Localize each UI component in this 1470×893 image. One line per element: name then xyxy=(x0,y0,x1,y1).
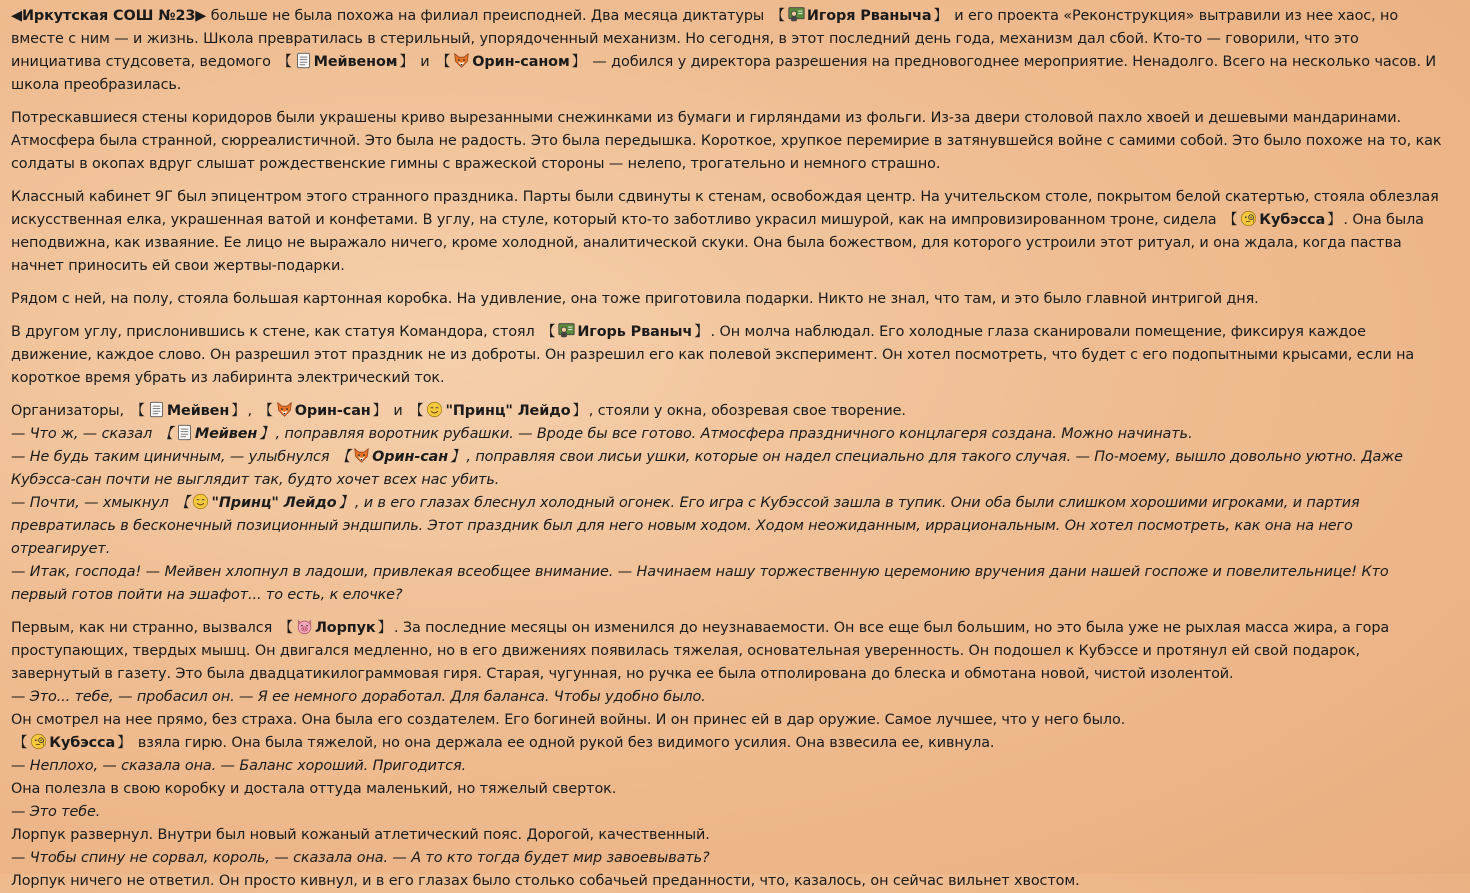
character-name: Орин-сан xyxy=(294,403,371,419)
text-span: — Не будь таким циничным, — улыбнулся xyxy=(11,449,334,465)
character-tag-orin[interactable]: 【 Орин-сан 】 xyxy=(335,449,465,465)
nav-right-arrow[interactable]: ▶ xyxy=(195,8,207,24)
character-name: "Принц" Лейдо xyxy=(211,495,337,511)
character-tag-orin[interactable]: 【 Орин-сан 】 xyxy=(258,403,387,419)
school-location[interactable] xyxy=(11,8,206,24)
text-span: — Что ж, — сказал xyxy=(11,426,157,442)
school-name: Иркутская СОШ №23 xyxy=(21,8,196,24)
narration-line: Лорпук развернул. Внутри был новый кожаный атлетический пояс. Дорогой, качественный. xyxy=(11,827,710,843)
fox-face-icon xyxy=(353,447,370,464)
text-span: и xyxy=(415,54,434,70)
nav-left-arrow[interactable]: ◀ xyxy=(11,8,22,24)
text-span: и его проекта «Реконструкция» вытравили из нее хаос, но вместе с ним — и жизнь. Школа превратилась в стерильный, упорядоченный механизм. Но сегодня, в этот последний день года, механизм дал сбой. Кто-то — говорили, что это инициатива студсовета, ведомого xyxy=(11,8,1399,70)
text-span: больше не была похожа на филиал преисподней. Два месяца диктатуры xyxy=(206,8,769,24)
block-gifts xyxy=(11,617,1448,893)
pig-face-icon xyxy=(296,618,313,635)
dialogue-line: — Чтобы спину не сорвал, король, — сказала она. — А то кто тогда будет мир завоевывать? xyxy=(11,850,710,866)
dialogue-line: — Это... тебе, — пробасил он. — Я ее немного доработал. Для баланса. Чтобы удобно было. xyxy=(11,689,706,705)
character-name: Кубэсса xyxy=(49,735,116,751)
character-tag-leido[interactable]: 【 "Принц" Лейдо 】 xyxy=(175,495,353,511)
notepad-icon xyxy=(176,424,193,441)
character-tag-meiven[interactable]: 【 Мейвен 】 xyxy=(158,426,274,442)
character-tag-lorpuk[interactable]: 【 Лорпук 】 xyxy=(278,620,392,636)
narration-line: Она полезла в свою коробку и достала оттуда маленький, но тяжелый сверток. xyxy=(11,781,617,797)
smiling-face-icon xyxy=(426,401,443,418)
narration-line xyxy=(11,732,1448,755)
character-tag-meiven[interactable]: 【 Мейвен 】 xyxy=(130,403,246,419)
text-span: , поправляя свои лисьи ушки, которые он надел специально для такого случая. — По-моему, вышло довольно уютно. Даже Кубэсса-сан почти не выглядит так, будто хочет всех нас убить. xyxy=(11,449,1403,488)
text-span: и xyxy=(388,403,408,419)
paragraph-intro xyxy=(11,5,1448,97)
teacher-board-icon xyxy=(558,322,575,339)
character-name: "Принц" Лейдо xyxy=(445,403,571,419)
text-span: — добился у директора разрешения на предновогоднее мероприятие. Ненадолго. Всего на несколько часов. И школа преобразилась. xyxy=(11,54,1437,93)
paragraph-box: Рядом с ней, на полу, стояла большая картонная коробка. На удивление, она тоже приготовила подарки. Никто не знал, что там, и это было главной интригой дня. xyxy=(11,291,1259,307)
narration-line: Он смотрел на нее прямо, без страха. Она была его создателем. Его богиней войны. И он принес ей в дар оружие. Самое лучшее, что у него было. xyxy=(11,712,1126,728)
text-span: Классный кабинет 9Г был эпицентром этого странного праздника. Парты были сдвинуты к стенам, освобождая центр. На учительском столе, покрытом белой скатертью, стояла облезлая искусственная елка, украшенная ватой и конфетами. В углу, на стуле, который кто-то заботливо украсил мишурой, как на импровизированном троне, сидела xyxy=(11,189,1439,228)
notepad-icon xyxy=(295,52,312,69)
character-name: Лорпук xyxy=(314,620,376,636)
character-name: Орин-сан xyxy=(372,449,449,465)
text-span: . За последние месяцы он изменился до неузнаваемости. Он все еще был большим, но это была уже не рыхлая масса жира, а гора проступающих, твердых мышц. Он двигался медленно, но в его движениях появилась тяжелая, основательная уверенность. Он подошел к Кубэссе и протянул ей свой подарок, завернутый в газету. Это была двадцатикилограммовая гиря. Старая, чугунная, но ручка ее была отполирована до блеска и обмотана новой, чистой изолентой. xyxy=(11,620,1390,682)
character-name: Игоря Рваныча xyxy=(806,8,932,24)
character-tag-leido[interactable]: 【 "Принц" Лейдо 】 xyxy=(409,403,587,419)
dialogue-line xyxy=(11,423,1448,446)
text-span: — Почти, — хмыкнул xyxy=(11,495,174,511)
paragraph-decorations: Потрескавшиеся стены коридоров были украшены криво вырезанными снежинками из бумаги и гирляндами из фольги. Из-за двери столовой пахло хвоей и дешевыми мандаринами. Атмосфера была странной, сюрреалистичной. Это была не радость. Это была передышка. Короткое, хрупкое перемирие в затянувшейся войне с самими собой. Это было похоже на то, как солдаты в окопах вдруг слышат рождественские гимны с вражеской стороны — нелепо, трогательно и немного страшно. xyxy=(11,110,1442,172)
text-span: . Она была неподвижна, как изваяние. Ее лицо не выражало ничего, кроме холодной, аналитической скуки. Она была божеством, для которого устроили этот ритуал, и она ждала, когда паства начнет приносить ей свои жертвы-подарки. xyxy=(11,212,1424,274)
text-span: Организаторы, xyxy=(11,403,129,419)
character-tag-kubessa[interactable]: 【 Кубэсса 】 xyxy=(13,735,132,751)
character-name: Кубэсса xyxy=(1259,212,1326,228)
character-tag-meiven[interactable]: 【 Мейвеном 】 xyxy=(277,54,414,70)
line-organizers xyxy=(11,400,1448,423)
character-tag-igor[interactable]: 【 Игорь Рваныч 】 xyxy=(541,324,709,340)
text-span: , xyxy=(247,403,257,419)
narration-line: Лорпук ничего не ответил. Он просто кивнул, и в его глазах было столько собачьей преданности, что, казалось, он сейчас вильнет хвостом. xyxy=(11,873,1080,889)
notepad-icon xyxy=(148,401,165,418)
smiling-face-icon xyxy=(192,493,209,510)
fox-face-icon xyxy=(276,401,293,418)
character-name: Орин-саном xyxy=(472,54,570,70)
text-span: . Он молча наблюдал. Его холодные глаза сканировали помещение, фиксируя каждое движение, каждое слово. Он разрешил этот праздник не из доброты. Он разрешил его как полевой эксперимент. Он хотел посмотреть, что будет с его подопытными крысами, если на короткое время убрать из лабиринта электрический ток. xyxy=(11,324,1415,386)
character-name: Мейвен xyxy=(194,426,258,442)
monocle-face-icon xyxy=(1240,210,1257,227)
text-span: , и в его глазах блеснул холодный огонек. Его игра с Кубэссой зашла в тупик. Они оба были слишком хорошими игроками, и партия превратилась в бесконечный позиционный эндшпиль. Этот праздник был для него новым ходом. Ходом неожиданным, иррациональным. Он хотел посмотреть, как она на него отреагирует. xyxy=(11,495,1360,557)
dialogue-line xyxy=(11,492,1448,561)
character-tag-igor[interactable]: 【 Игоря Рваныча 】 xyxy=(770,8,948,24)
text-span: В другом углу, прислонившись к стене, как статуя Командора, стоял xyxy=(11,324,540,340)
text-span: , поправляя воротник рубашки. — Вроде бы все готово. Атмосфера праздничного концлагеря создана. Можно начинать. xyxy=(275,426,1193,442)
teacher-board-icon xyxy=(788,6,805,23)
monocle-face-icon xyxy=(30,733,47,750)
text-span: , стояли у окна, обозревая свое творение. xyxy=(588,403,906,419)
dialogue-line: — Итак, господа! — Мейвен хлопнул в ладоши, привлекая всеобщее внимание. — Начинаем нашу торжественную церемонию вручения дани нашей госпоже и повелительнице! Кто первый готов пойти на эшафот... то есть, к елочке? xyxy=(11,564,1389,603)
character-tag-kubessa[interactable]: 【 Кубэсса 】 xyxy=(1222,212,1342,228)
dialogue-line: — Неплохо, — сказала она. — Баланс хороший. Пригодится. xyxy=(11,758,467,774)
dialogue-line xyxy=(11,446,1448,492)
paragraph-classroom xyxy=(11,186,1448,278)
dialogue-line: — Это тебе. xyxy=(11,804,101,820)
character-name: Игорь Рваныч xyxy=(577,324,693,340)
character-name: Мейвеном xyxy=(313,54,398,70)
character-tag-orin[interactable]: 【 Орин-саном 】 xyxy=(435,54,586,70)
fox-face-icon xyxy=(453,52,470,69)
paragraph-igor xyxy=(11,321,1448,390)
narration-line xyxy=(11,617,1448,686)
text-span: Первым, как ни странно, вызвался xyxy=(11,620,277,636)
block-organizers xyxy=(11,400,1448,607)
character-name: Мейвен xyxy=(166,403,230,419)
text-span: взяла гирю. Она была тяжелой, но она держала ее одной рукой без видимого усилия. Она взвесила ее, кивнула. xyxy=(133,735,995,751)
